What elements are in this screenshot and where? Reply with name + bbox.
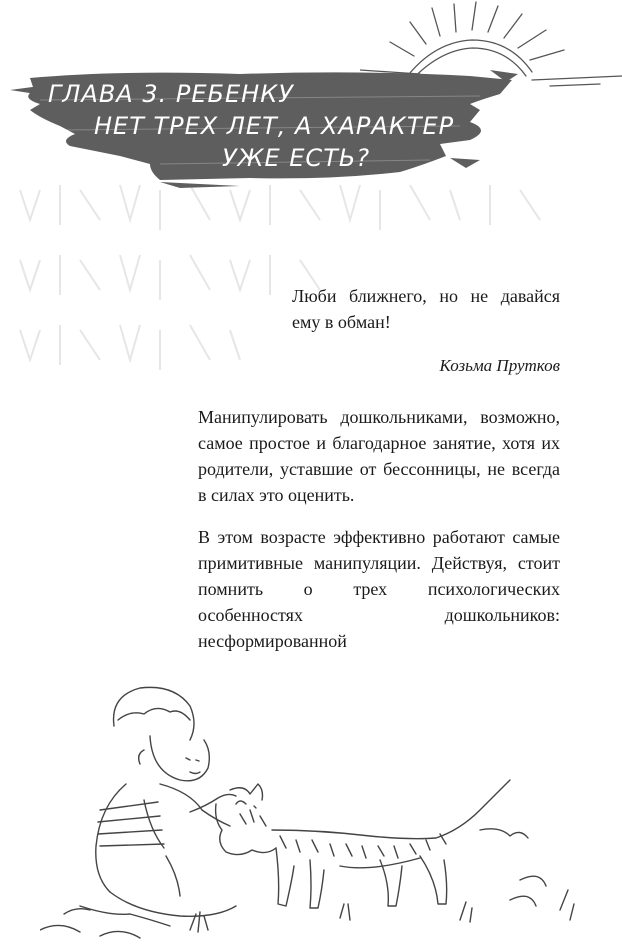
epigraph [292, 283, 560, 335]
chapter-title-line2: НЕТ ТРЕХ ЛЕТ, А ХАРАКТЕР [94, 112, 455, 140]
chapter-title-line3: УЖЕ ЕСТЬ? [222, 144, 371, 172]
paragraph-2: В этом возрасте эффективно работают самые примитивные манипуляции. Действуя, стоит помнить о трех психологических особенностях дошкольников: несформированной [198, 527, 560, 651]
epigraph-text: Люби ближнего, но не давайся ему в обман! [292, 286, 560, 332]
chapter-title-line1: ГЛАВА 3. РЕБЕНКУ [48, 80, 294, 108]
paragraph-1: Манипулировать дошкольниками, возможно, самое простое и благодарное занятие, хотя их родители, уставшие от бессонницы, не всегда в силах это оценить. [198, 407, 560, 505]
boy-and-dog-illustration [40, 680, 600, 952]
epigraph-author: Козьма Прутков [439, 356, 560, 375]
body-text [198, 404, 560, 670]
